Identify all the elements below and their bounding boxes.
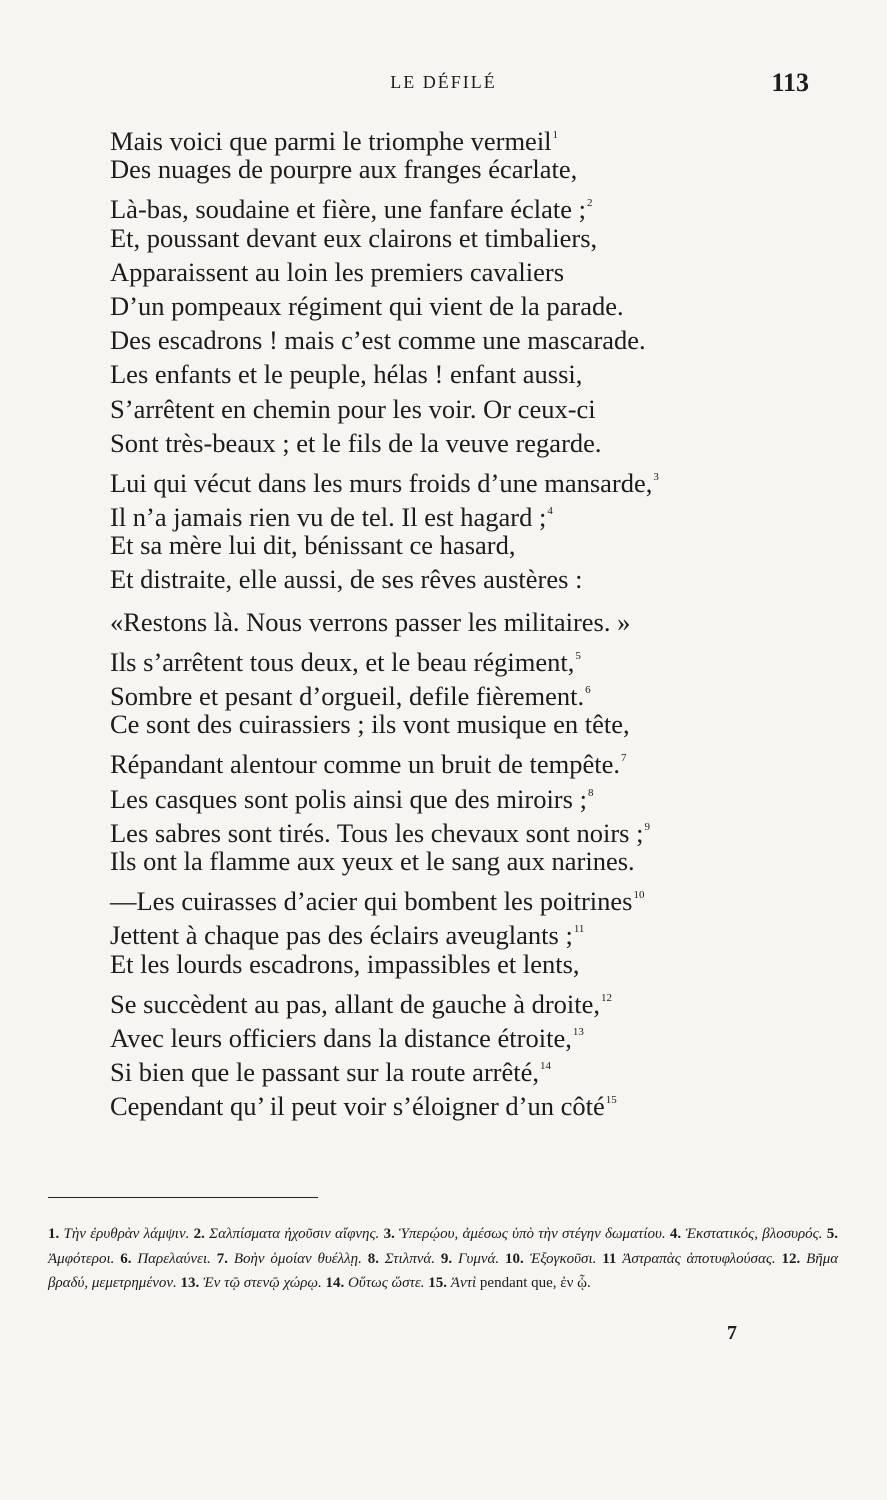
poem-line <box>110 741 830 780</box>
poem-line-text: Les casques sont polis ainsi que des miroirs ; <box>110 783 587 814</box>
page-number: 113 <box>771 68 809 97</box>
poem-line <box>110 1083 830 1122</box>
footnote-text: Βοὴν ὁμοίαν θυέλλῃ. <box>233 1250 362 1267</box>
poem-line <box>110 673 830 711</box>
poem-line-text: —Les cuirasses d’acier qui bombent les poitrines <box>110 886 633 917</box>
poem-line <box>110 1049 830 1088</box>
footnote-number: 13. <box>180 1275 200 1291</box>
poem-line-text: Se succèdent au pas, allant de gauche à droite, <box>110 988 601 1019</box>
poem-line-text: Cependant qu’ il peut voir s’éloigner d’un côté <box>110 1091 605 1122</box>
footnote-text: Οὕτως ὥστε. <box>348 1275 425 1291</box>
poem-line-text: Répandant alentour comme un bruit de tempête. <box>110 749 620 780</box>
poem-line <box>110 357 830 391</box>
poem-line-text: Et les lourds escadrons, impassibles et lents, <box>110 948 580 979</box>
poem-line-text: Ce sont des cuirassiers ; ils vont musique en tête, <box>110 709 630 740</box>
footnote-number: 10. <box>505 1250 524 1267</box>
footnote-number: 8. <box>367 1250 379 1267</box>
poem-line <box>110 981 830 1019</box>
poem-line <box>110 1015 830 1053</box>
poem-line-text: S’arrêtent en chemin pour les voir. Or ceux-ci <box>110 393 596 424</box>
footnote-text: Ἀστραπὰς ἀποτυφλούσας. <box>622 1250 776 1267</box>
poem-line-text: Si bien que le passant sur la route arrêté, <box>110 1057 540 1088</box>
footnote-marker: 9 <box>644 820 650 833</box>
poem-line-text: Lui qui vécut dans les murs froids d’une mansarde, <box>110 467 653 498</box>
footnote-marker: 2 <box>587 197 593 210</box>
footnote-marker: 1 <box>552 129 559 141</box>
poem-line <box>110 528 830 562</box>
poem-line <box>110 707 830 741</box>
footnote-text: Ἐκστατικός, βλοσυρός. <box>685 1226 823 1242</box>
footnote-number: 9. <box>440 1250 453 1267</box>
footnote-marker: 12 <box>601 991 613 1004</box>
footnote-marker: 4 <box>547 505 553 518</box>
footnote-number: 5. <box>826 1226 839 1242</box>
poem-line <box>110 494 830 533</box>
footnote-number: 15. <box>428 1275 448 1291</box>
footnote-text: Ἐξογκοῦσι. <box>529 1250 597 1267</box>
poem <box>110 118 830 1122</box>
poem-line-text: Et distraite, elle aussi, de ses rêves austères : <box>110 564 583 595</box>
footnote-marker: 6 <box>585 684 591 696</box>
poem-line <box>110 152 830 186</box>
poem-line-text: Il n’a jamais rien vu de tel. Il est hagard ; <box>110 502 547 533</box>
poem-line-text: Sont très-beaux ; et le fils de la veuve regarde. <box>110 427 602 458</box>
footnote-text: Βῆμα βραδύ, μεμετρημένον. <box>48 1250 839 1291</box>
poem-line-text: «Restons là. Nous verrons passer les militaires. » <box>110 606 631 637</box>
footnote-number: 3. <box>383 1226 395 1242</box>
footnote-marker: 13 <box>572 1025 584 1038</box>
poem-line-text: Des escadrons ! mais c’est comme une mascarade. <box>110 325 646 356</box>
footnote-extra: pendant que, ἐν ᾧ. <box>479 1275 591 1291</box>
footnote-number: 6. <box>120 1250 132 1267</box>
footnote-marker: 15 <box>605 1094 617 1107</box>
footnote-rule <box>48 1197 318 1198</box>
poem-line-text: Et, poussant devant eux clairons et timbaliers, <box>110 222 598 253</box>
poem-line <box>110 776 830 814</box>
poem-line-text: Apparaissent au loin les premiers cavaliers <box>110 256 565 287</box>
footnote-text: Τὴν ἐρυθρὰν λάμψιν. <box>63 1226 190 1242</box>
poem-line-text: Des nuages de pourpre aux franges écarlate, <box>110 154 578 185</box>
poem-line <box>110 426 830 460</box>
footnote-marker: 7 <box>620 752 627 765</box>
poem-line <box>110 221 830 255</box>
footnote-marker: 3 <box>653 470 659 483</box>
footnote-number: 14. <box>325 1275 345 1291</box>
poem-line <box>110 947 830 981</box>
poem-line <box>110 392 830 426</box>
footnote-number: 7. <box>216 1250 228 1267</box>
poem-line-text: Les enfants et le peuple, hélas ! enfant aussi, <box>110 359 583 390</box>
footnote-text: Στιλπνά. <box>384 1250 436 1267</box>
poem-line-text: Ils ont la flamme aux yeux et le sang aux narines. <box>110 845 635 876</box>
poem-line <box>110 323 830 357</box>
poem-line-text: Ils s’arrêtent tous deux, et le beau régiment, <box>110 646 575 677</box>
poem-line-text: D’un pompeaux régiment qui vient de la parade. <box>110 290 624 321</box>
footnote-marker: 14 <box>540 1060 552 1073</box>
footnotes <box>48 1222 838 1296</box>
poem-line-text: Sombre et pesant d’orgueil, defile fièrement. <box>110 681 585 711</box>
poem-line <box>110 562 830 596</box>
poem-line <box>110 118 830 156</box>
poem-line <box>110 605 830 639</box>
footnote-text: Παρελαύνει. <box>137 1250 211 1267</box>
footnote-number: 12. <box>781 1250 801 1267</box>
poem-line <box>110 639 830 677</box>
footnote-text: Γυμνά. <box>457 1250 500 1267</box>
footnote-marker: 5 <box>575 649 581 662</box>
poem-line <box>110 255 830 289</box>
footnote-number: 4. <box>669 1226 682 1242</box>
footnote-text: Σαλπίσματα ἠχοῦσιν αἴφνης. <box>209 1226 380 1242</box>
footnote-marker: 10 <box>633 889 645 902</box>
footnote-marker: 11 <box>573 923 585 936</box>
footnote-text: Ἐν τῷ στενῷ χώρῳ. <box>203 1275 322 1291</box>
footnote-number: 1. <box>48 1226 60 1242</box>
footnote-text: Ὑπερῴου, ἀμέσως ὑπὸ τὴν στέγην δωματίου. <box>399 1226 666 1242</box>
footnote-number: 11 <box>602 1250 617 1267</box>
poem-line <box>110 460 830 498</box>
poem-line-text: Avec leurs officiers dans la distance étroite, <box>110 1022 572 1053</box>
poem-line <box>110 810 830 848</box>
poem-line <box>110 186 830 225</box>
poem-line-text: Mais voici que parmi le triomphe vermeil <box>110 126 552 156</box>
poem-line-text: Les sabres sont tirés. Tous les chevaux sont noirs ; <box>110 817 644 848</box>
footnote-text: Ἀντὶ <box>450 1275 477 1291</box>
footnote-text: Ἀμφότεροι. <box>48 1250 115 1267</box>
signature-mark: 7 <box>727 1322 737 1344</box>
poem-line-text: Et sa mère lui dit, bénissant ce hasard, <box>110 530 516 561</box>
footnote-marker: 8 <box>587 786 594 799</box>
poem-line <box>110 878 830 917</box>
poem-line <box>110 912 830 951</box>
running-title: LE DÉFILÉ <box>390 72 497 92</box>
poem-line-text: Là-bas, soudaine et fière, une fanfare éclate ; <box>110 194 586 225</box>
poem-line <box>110 844 830 878</box>
poem-line-text: Jettent à chaque pas des éclairs aveuglants ; <box>110 920 573 951</box>
footnote-number: 2. <box>193 1226 205 1242</box>
poem-line <box>110 289 830 323</box>
